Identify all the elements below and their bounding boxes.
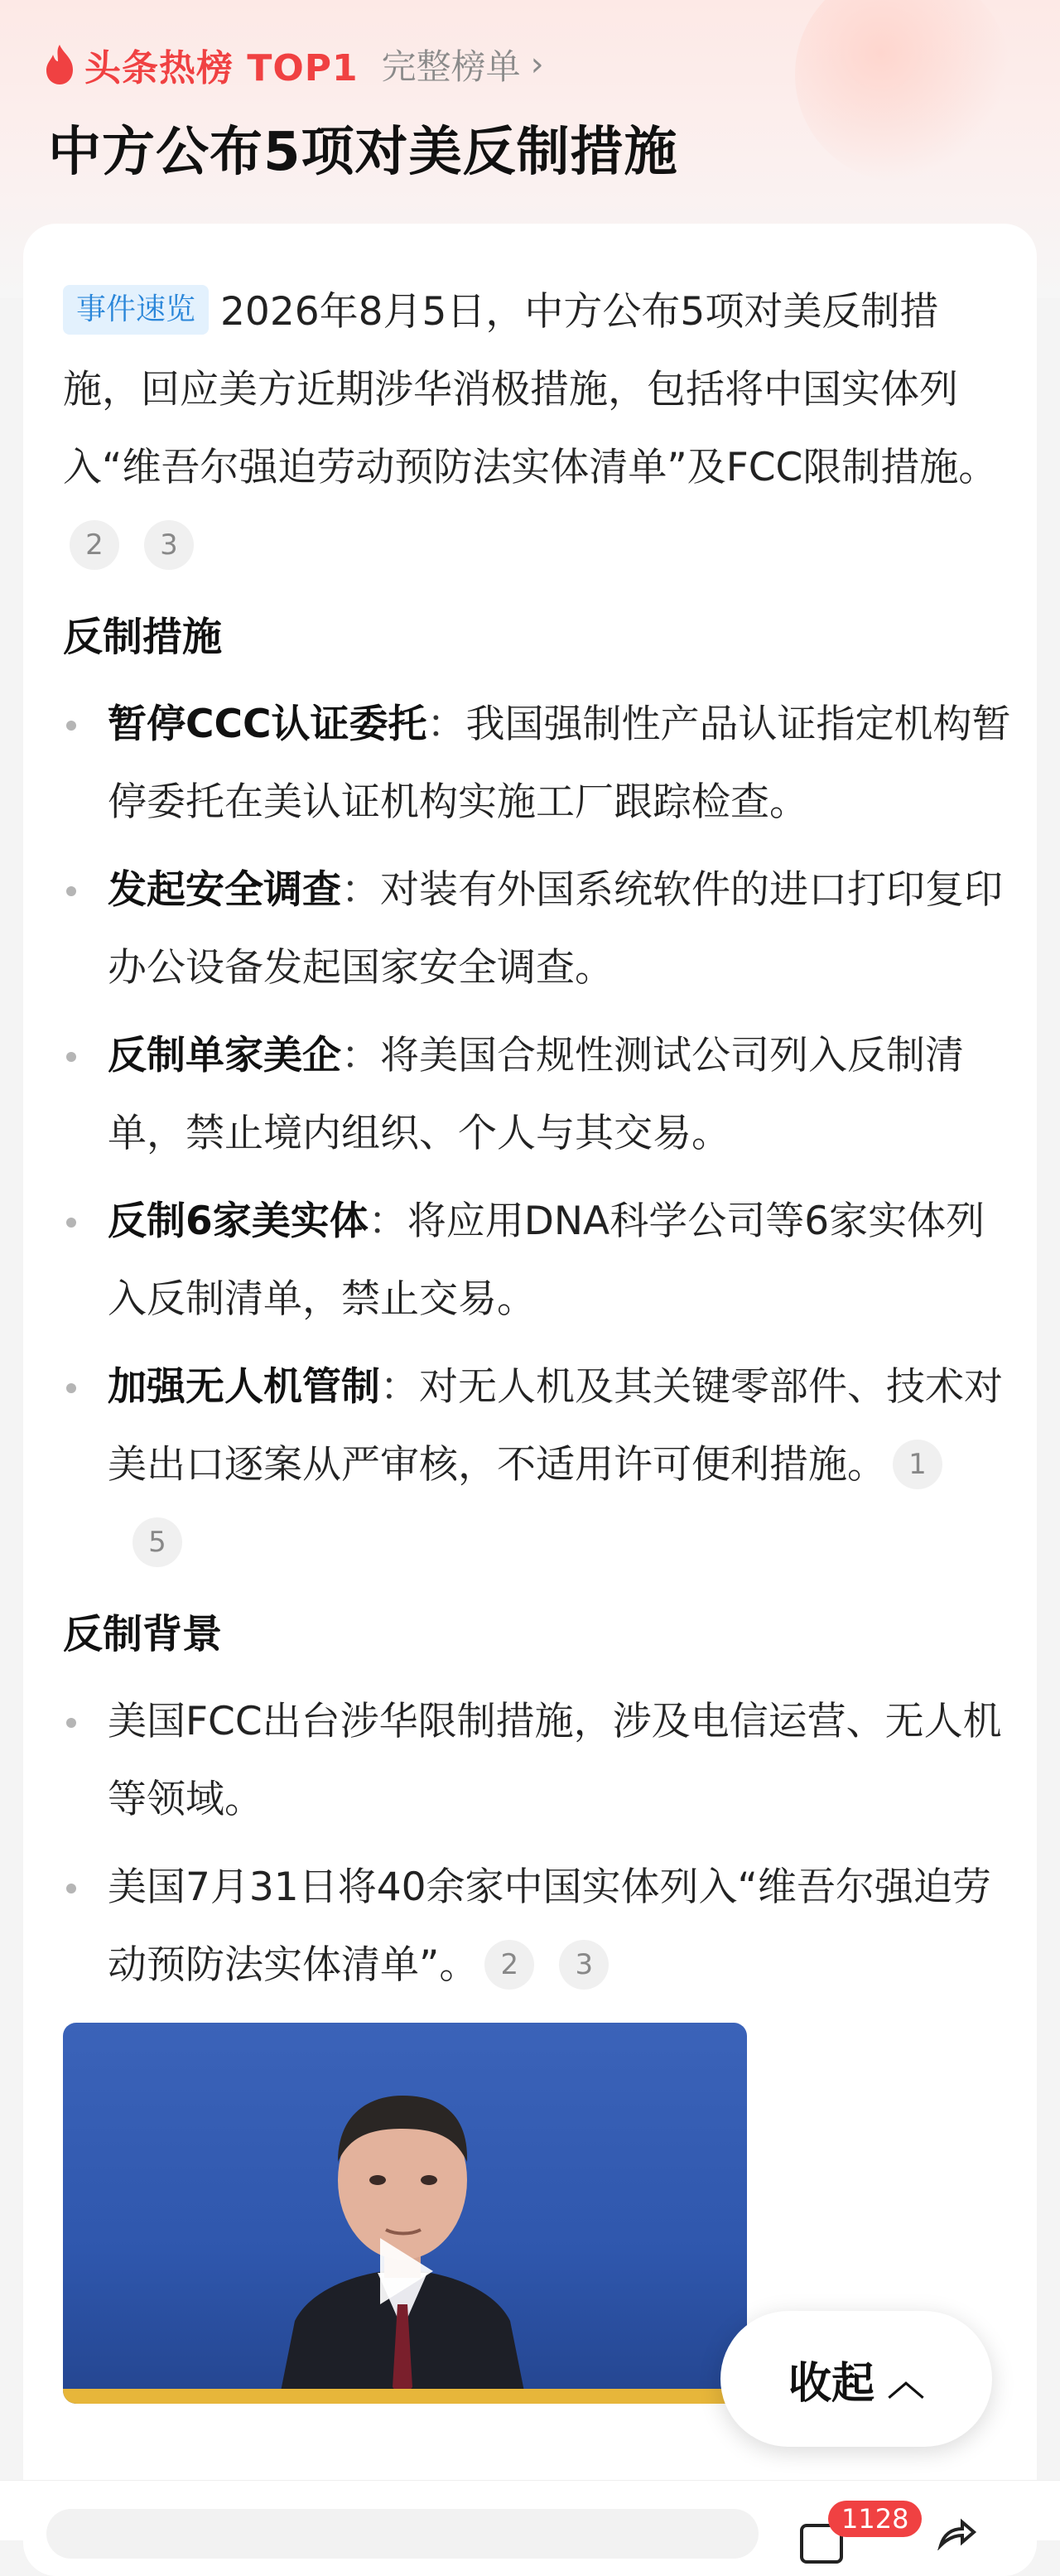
flame-icon: [43, 43, 76, 86]
item-text: 对无人机及其关键零部件、技术对美出口逐案从严审核，不适用许可便利措施。: [108, 1364, 1003, 1488]
sections: [63, 600, 1014, 2004]
item-separator: ：: [341, 867, 380, 913]
comment-count-badge: 1128: [828, 2501, 922, 2537]
bullet-list: [63, 1683, 1014, 2004]
item-title: 加强无人机管制: [108, 1364, 380, 1410]
list-item: [63, 686, 1014, 842]
video-thumbnail[interactable]: [63, 2023, 747, 2404]
summary-text: 2026年8月5日，中方公布5项对美反制措施，回应美方近期涉华消极措施，包括将中国实体列入“维吾尔强迫劳动预防法实体清单”及FCC限制措施。: [63, 289, 998, 490]
item-separator: ：: [380, 1364, 419, 1410]
chevron-right-icon: ›: [530, 46, 544, 84]
list-item: [63, 851, 1014, 1007]
hot-list-row: [43, 40, 544, 89]
event-tag: 事件速览: [63, 285, 209, 335]
item-title: 反制6家美实体: [108, 1199, 369, 1244]
bullet-list: [63, 686, 1014, 1582]
citation-badge[interactable]: 1: [893, 1440, 942, 1489]
section-title: 反制措施: [63, 614, 223, 660]
full-list-label: 完整榜单: [381, 46, 521, 87]
content-card: [23, 224, 1037, 2576]
video-caption-strip: [63, 2389, 747, 2404]
collapse-button[interactable]: [720, 2311, 992, 2447]
item-separator: ：: [341, 1033, 380, 1078]
item-separator: ：: [368, 1199, 407, 1244]
list-item: [63, 1183, 1014, 1339]
citation-badge[interactable]: 3: [559, 1940, 609, 1990]
item-text: 美国7月31日将40余家中国实体列入“维吾尔强迫劳动预防法实体清单”。: [108, 1864, 991, 1988]
section-title: 反制背景: [63, 1611, 223, 1657]
citation-badge[interactable]: 2: [70, 520, 119, 570]
list-item: [63, 1348, 1014, 1582]
summary-refs: [63, 523, 194, 568]
hot-rank-label: 头条热榜 TOP1: [84, 47, 359, 89]
item-separator: ：: [426, 702, 466, 747]
item-text: 对装有外国系统软件的进口打印复印办公设备发起国家安全调查。: [108, 867, 1003, 991]
comment-input[interactable]: [46, 2509, 759, 2559]
citation-badge[interactable]: 5: [132, 1517, 182, 1567]
play-icon[interactable]: [380, 2238, 433, 2304]
list-item: [63, 1017, 1014, 1173]
list-item: [63, 1683, 1014, 1839]
item-title: 发起安全调查: [108, 867, 341, 913]
speaker-image: [278, 2056, 527, 2404]
full-list-link[interactable]: [382, 40, 544, 89]
decorative-swirl: [795, 0, 1010, 182]
list-item: [63, 1849, 1014, 2004]
citation-badge[interactable]: 3: [144, 520, 194, 570]
bottom-bar: [0, 2480, 1060, 2540]
citation-badge[interactable]: 2: [484, 1940, 534, 1990]
item-text: 我国强制性产品认证指定机构暂停委托在美认证机构实施工厂跟踪检查。: [108, 702, 1011, 825]
chevron-up-icon: ︿: [888, 2361, 924, 2404]
item-title: 暂停CCC认证委托: [108, 702, 427, 747]
page-title: 中方公布5项对美反制措施: [48, 122, 678, 183]
item-text: 将美国合规性测试公司列入反制清单，禁止境内组织、个人与其交易。: [108, 1033, 964, 1156]
card-content: [63, 273, 1014, 2404]
item-title: 反制单家美企: [108, 1033, 341, 1078]
event-summary: [63, 273, 1014, 585]
item-text: 美国FCC出台涉华限制措施，涉及电信运营、无人机等领域。: [108, 1699, 1002, 1822]
share-icon[interactable]: [936, 2517, 977, 2550]
item-text: 将应用DNA科学公司等6家实体列入反制清单，禁止交易。: [108, 1199, 985, 1322]
collapse-label: 收起: [788, 2358, 874, 2409]
